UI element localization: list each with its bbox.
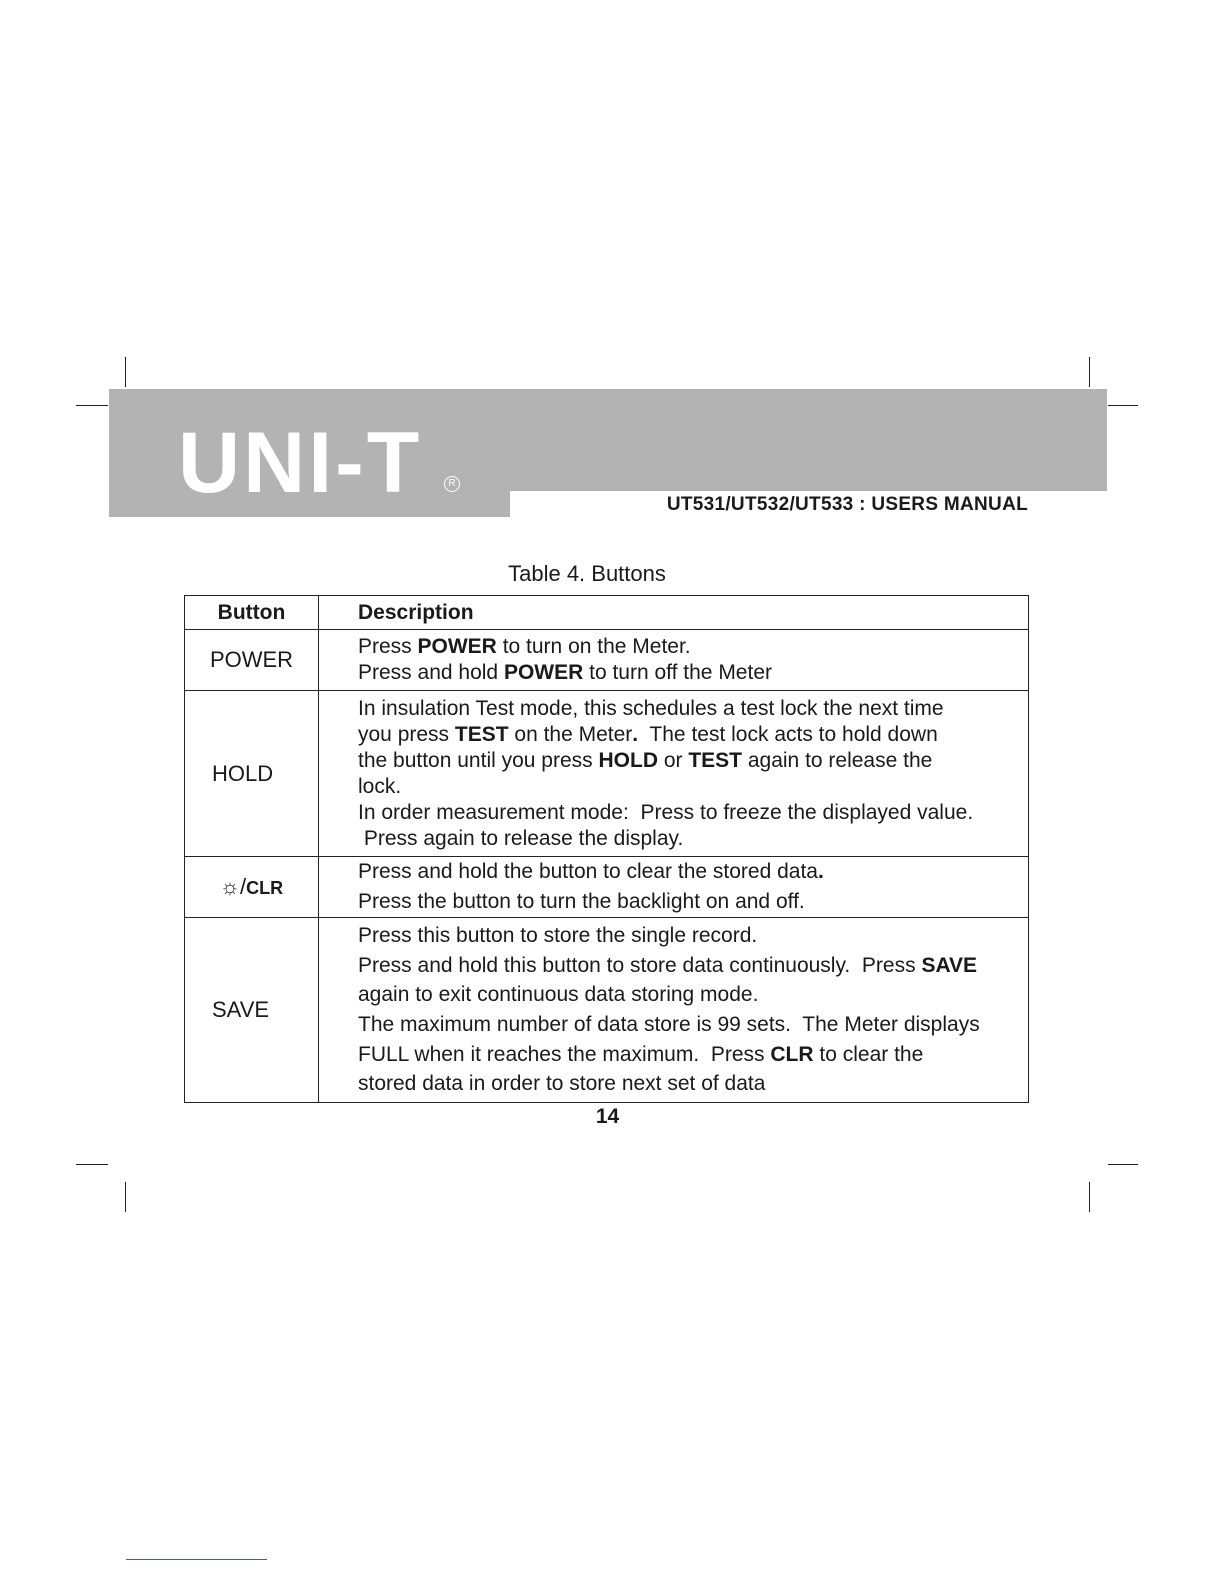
clr-label: CLR [246,878,284,898]
bold-term: SAVE [921,953,978,977]
bold-term: POWER [503,661,584,684]
description-line [358,887,1020,917]
page-number: 14 [595,1105,620,1128]
crop-mark-top-left-v [125,357,126,387]
description-line [358,800,1020,826]
text-run: Press and hold [358,661,504,684]
text-run: to turn off the Meter [583,661,772,684]
brand-logo: UNI-T [178,415,423,511]
buttons-table [184,595,1029,1103]
description-line [358,634,1020,660]
crop-mark-bottom-left-h [76,1164,108,1165]
footer-line [126,1559,267,1560]
bold-term: . [817,860,824,884]
text-run: FULL when it reaches the maximum. Press [358,1042,771,1066]
table-row [185,918,1029,1103]
text-run: stored data in order to store next set of data [358,1072,766,1096]
text-run: or [658,748,689,772]
description-line [358,857,1020,887]
backlight-icon: ☼ [219,874,241,899]
crop-mark-top-right-v [1089,357,1090,387]
text-run: Press again to release the display. [358,826,684,850]
button-name [185,857,319,918]
button-name: HOLD [185,691,319,857]
button-description [319,857,1029,918]
button-name: POWER [185,630,319,691]
crop-mark-bottom-right-h [1108,1164,1138,1165]
crop-mark-top-right-h [1108,405,1138,406]
button-description [319,630,1029,691]
bold-term: . [632,722,639,746]
description-line [358,660,1020,686]
table-row [185,857,1029,918]
text-run: again to release the [742,748,933,772]
header-button: Button [185,596,319,630]
bold-term: POWER [417,635,497,658]
crop-mark-bottom-left-v [125,1182,126,1212]
bold-term: CLR [770,1042,814,1066]
text-run: Press [358,635,418,658]
header-description: Description [319,596,1029,630]
text-run: to clear the [813,1042,924,1066]
text-run: In order measurement mode: Press to freeze the displayed value. [358,800,974,824]
description-line [358,1069,1020,1099]
text-run: The test lock acts to hold down [638,722,938,746]
bold-term: TEST [688,748,743,772]
text-run: the button until you press [358,748,599,772]
description-line [358,696,1020,722]
bold-term: TEST [454,722,509,746]
bold-term: HOLD [598,748,658,772]
description-line [358,774,1020,800]
description-line [358,1040,1020,1070]
text-run: Press and hold the button to clear the stored data [358,860,818,884]
text-run: In insulation Test mode, this schedules a test lock the next time [358,696,944,720]
registered-mark-icon: R [444,476,460,492]
description-line [358,826,1020,852]
table-header-row [185,596,1029,630]
text-run: you press [358,722,455,746]
text-run: Press this button to store the single record. [358,924,758,948]
text-run: to turn on the Meter. [496,635,691,658]
text-run: lock. [358,774,402,798]
description-line [358,980,1020,1010]
button-separator: / [240,874,247,899]
description-line [358,951,1020,981]
crop-mark-top-left-h [76,405,108,406]
button-description [319,918,1029,1103]
button-description [319,691,1029,857]
description-line [358,921,1020,951]
text-run: on the Meter [508,722,633,746]
text-run: Press and hold this button to store data continuously. Press [358,953,922,977]
table-row [185,630,1029,691]
text-run: Press the button to turn the backlight on and off. [358,890,805,913]
table-row [185,691,1029,857]
manual-title: UT531/UT532/UT533 : USERS MANUAL [666,494,1028,515]
text-run: again to exit continuous data storing mode. [358,983,759,1007]
button-name: SAVE [185,918,319,1103]
crop-mark-bottom-right-v [1089,1182,1090,1212]
text-run: The maximum number of data store is 99 sets. The Meter displays [358,1013,980,1036]
description-line [358,722,1020,748]
table-caption: Table 4. Buttons [508,561,666,586]
description-line [358,1010,1020,1040]
description-line [358,748,1020,774]
